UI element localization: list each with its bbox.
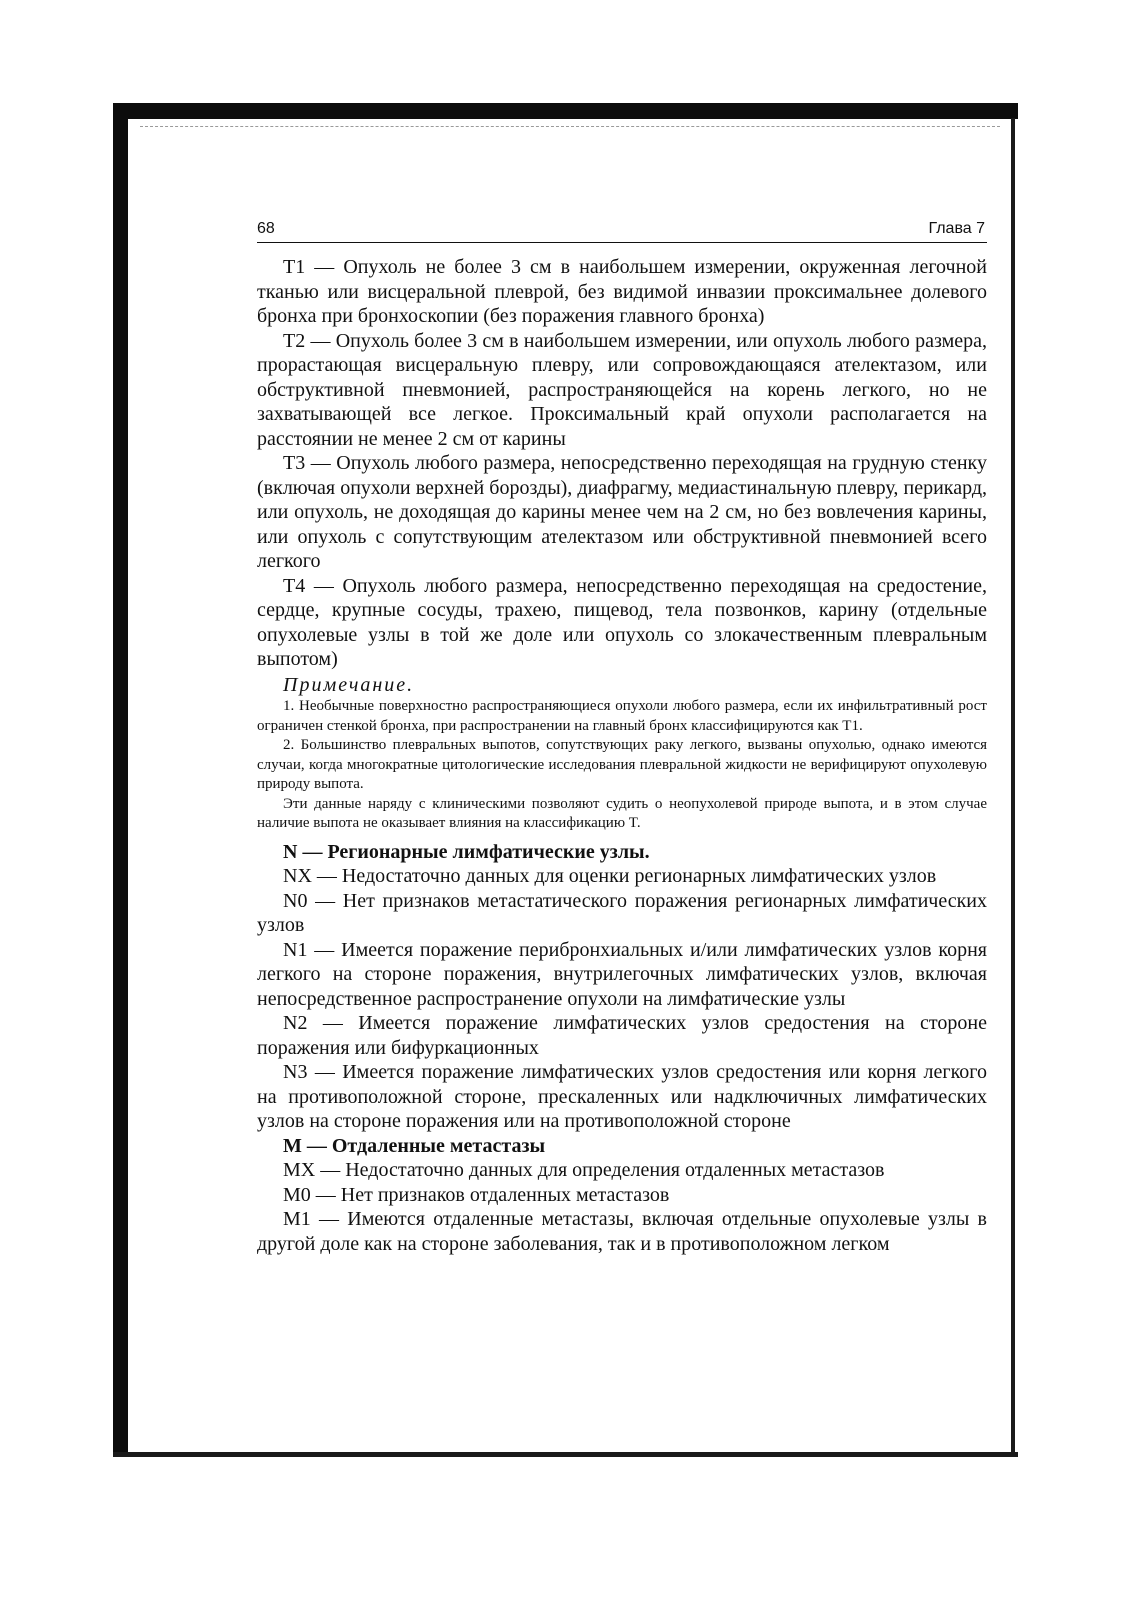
n3-entry: N3 — Имеется поражение лимфатических узлов средостения или корня легкого на противоположной стороне, прескаленных или надключичных лимфатических узлов на стороне поражения или на противоположной стороне	[257, 1061, 987, 1132]
m0-entry: M0 — Нет признаков отдаленных метастазов	[283, 1183, 670, 1206]
scan-border-left	[113, 103, 128, 1457]
t2-entry: T2 — Опухоль более 3 см в наибольшем измерении, или опухоль любого размера, прорастающая висцеральную плевру, или сопровождающаяся ателектазом, или обструктивной пневмонией, распространяющейся на корень легкого, но не захватывающей все легкое. Проксимальный край опухоли располагается на расстоянии не менее 2 см от карины	[257, 329, 987, 450]
t1-entry: T1 — Опухоль не более 3 см в наибольшем измерении, окруженная легочной тканью или висцеральной плеврой, без видимой инвазии проксимальнее долевого бронха при бронхоскопии (без поражения главного бронха)	[257, 256, 987, 327]
page-body	[257, 255, 987, 1256]
scan-border-right	[1011, 118, 1015, 1456]
n-section-heading: N — Регионарные лимфатические узлы.	[283, 840, 650, 863]
mx-entry: MX — Недостаточно данных для определения отдаленных метастазов	[283, 1159, 885, 1181]
nx-entry: NX — Недостаточно данных для оценки регионарных лимфатических узлов	[283, 865, 937, 887]
note-title: Примечание.	[283, 673, 415, 696]
note-1: 1. Необычные поверхностно распространяющиеся опухоли любого размера, если их инфильтративный рост ограничен стенкой бронха, при распространении на главный бронх классифицируются как T1.	[257, 698, 987, 734]
t4-entry: T4 — Опухоль любого размера, непосредственно переходящая на средостение, сердце, крупные сосуды, трахею, пищевод, тела позвонков, карину (отдельные опухолевые узлы в той же доле или опухоль со злокачественным плевральным выпотом)	[257, 574, 987, 670]
page-header	[257, 220, 987, 243]
notes-block	[257, 697, 987, 834]
n0-entry: N0 — Нет признаков метастатического поражения регионарных лимфатических узлов	[257, 889, 987, 936]
scan-border-top	[113, 103, 1018, 119]
chapter-title: Глава 7	[928, 220, 985, 237]
page-number: 68	[257, 220, 275, 237]
n2-entry: N2 — Имеется поражение лимфатических узлов средостения на стороне поражения или бифуркационных	[257, 1012, 987, 1059]
m1-entry: M1 — Имеются отдаленные метастазы, включая отдельные опухолевые узлы в другой доле как на стороне заболевания, так и в противоположном легком	[257, 1208, 987, 1255]
scan-border-bottom	[113, 1452, 1018, 1457]
t3-entry: T3 — Опухоль любого размера, непосредственно переходящая на грудную стенку (включая опухоли верхней борозды), диафрагму, медиастинальную плевру, перикард, или опухоль, не доходящая до карины менее чем на 2 см, но без вовлечения карины, или опухоль с сопутствующим ателектазом или обструктивной пневмонией всего легкого	[257, 452, 987, 572]
m-section-heading: M — Отдаленные метастазы	[283, 1134, 546, 1157]
scan-dash-line	[140, 126, 1000, 127]
n1-entry: N1 — Имеется поражение перибронхиальных и/или лимфатических узлов корня легкого на стороне поражения, внутрилегочных лимфатических узлов, включая непосредственное распространение опухоли на лимфатические узлы	[257, 938, 987, 1010]
note-2: 2. Большинство плевральных выпотов, сопутствующих раку легкого, вызваны опухолью, однако имеются случаи, когда многократные цитологические исследования плевральной жидкости не верифицируют опухолевую природу выпота.	[257, 737, 987, 792]
note-3: Эти данные наряду с клиническими позволяют судить о неопухолевой природе выпота, и в этом случае наличие выпота не оказывает влияния на классификацию T.	[257, 795, 987, 831]
